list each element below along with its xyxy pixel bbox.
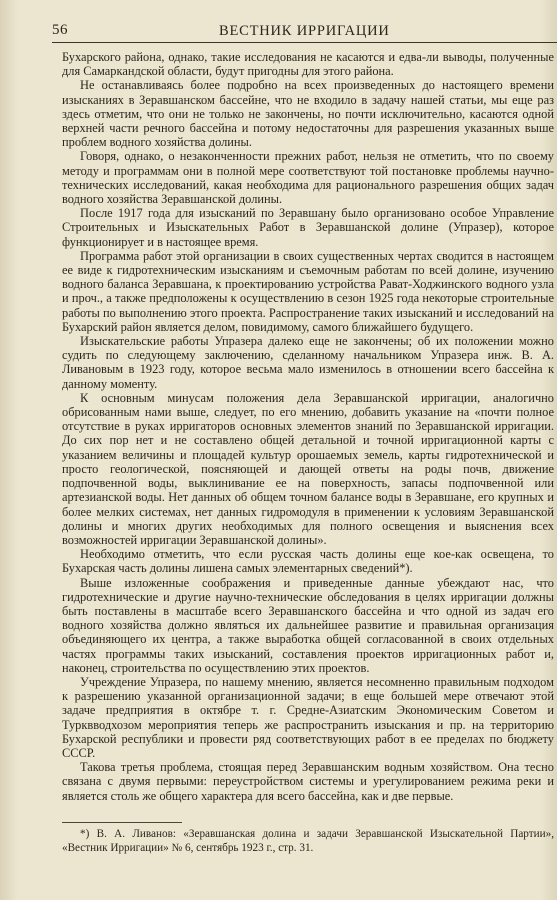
paragraph: К основным минусам положения дела Зеравшанской ирригации, аналогично обрисованным нами выше, следует, по его мнению, добавить указание на «почти полное отсутствие в руках ирригаторов основных элементов знаний по Зеравшанской ирригации. До сих пор нет и не составлено общей детальной и точной ирригационной карты с указанием величины и площадей культур орошаемых земель, карты гидротехнической и просто геологической, поясняющей и дающей ответы на роды почв, движение подпочвенной воды, выклинивание ее на поверхность, запасы подпочвенной или артезианской воды. Нет данных об общем точном балансе воды в Зеравшане, его крупных и более мелких системах, нет данных гидромодуля в применении к условиям Зеравшанской долины и многих других необходимых для полного освещения и выяснения всех возможностей ирригации Зеравшанской долины». xyxy=(62,390,554,547)
paragraph: Говоря, однако, о незаконченности прежних работ, нельзя не отметить, что по своему методу и программам они в полной мере соответствуют той постановке проблемы научно-технических исследований, какая необходима для рационального разрешения общих задач водного хозяйства Зеравшанской долины. xyxy=(62,149,554,207)
paragraph: Такова третья проблема, стоящая перед Зеравшанским водным хозяйством. Она тесно связана с двумя первыми: переустройством системы и урегулированием режима реки и является столь же общего характера для всего бассейна, как и две первые. xyxy=(62,760,554,803)
paragraph: Программа работ этой организации в своих существенных чертах сводится в настоящем ее виде к гидротехническим изысканиям и съемочным работам по всей долине, изучению водного баланса Зеравшана, к проектированию устройства Рават-Ходжинского водного узла и проч., а также предположены к осуществлению в сезон 1925 года некоторые строительные работы по выполнению этого проекта. Распространение таких изысканий и исследований на Бухарский район является делом, повидимому, самого ближайшего будущего. xyxy=(62,248,554,334)
paragraph: Изыскательские работы Упразера далеко еще не закончены; об их положении можно судить по следующему заключению, сделанному начальником Упразера инж. В. А. Ливановым в 1923 году, которое весьма мало изменилось в отношении всего бассейна к данному моменту. xyxy=(62,334,554,391)
paragraph: Необходимо отметить, что если русская часть долины еще кое-как освещена, то Бухарская часть долины лишена самых элементарных сведений*). xyxy=(62,547,554,576)
footnote xyxy=(62,828,554,855)
page-header xyxy=(52,20,557,42)
page-number: 56 xyxy=(52,22,68,38)
paragraph: После 1917 года для изысканий по Зеравшану было организовано особое Управление Строительных и Изыскательных Работ в Зеравшанской долине (Упразер), которое функционирует и в настоящее время. xyxy=(62,206,554,249)
paragraph: Учреждение Упразера, по нашему мнению, является несомненно правильным подходом к разрешению указанной организационной задачи; в еще большей мере отвечают этой задаче предприятия в октябре т. г. Средне-Азиатским Экономическим Советом и Турквводхозом мероприятия теперь же распространить изыскания и пр. на территорию Бухарской республики и провести ряд соответствующих работ в ее пределах по бюджету СССР. xyxy=(62,674,554,760)
paragraph: Выше изложенные соображения и приведенные данные убеждают нас, что гидротехнические и другие научно-технические обследования в целях ирригации должны быть поставлены в масштабе всего Зеравшанского бассейна и что одной из задач его водного хозяйства должно являться их дальнейшее развитие и правильная организация объединяющего их центра, а также выработка общей согласованной в своих отдельных частях программы таких изысканий, составления проектов ирригационных работ и, наконец, строительства по осуществлению этих проектов. xyxy=(62,575,554,675)
paragraph: Бухарского района, однако, такие исследования не касаются и едва-ли выводы, полученные для Самаркандской области, будут пригодны для этого района. xyxy=(62,50,554,79)
running-title: ВЕСТНИК ИРРИГАЦИИ xyxy=(219,23,390,39)
article-body xyxy=(62,50,554,803)
header-rule xyxy=(52,42,557,43)
footnote-text: *) В. А. Ливанов: «Зеравшанская долина и задачи Зеравшанской Изыскательной Партии», «Вестник Ирригации» № 6, сентябрь 1923 г., стр. 31. xyxy=(62,828,554,854)
footnote-rule xyxy=(62,822,182,823)
paragraph: Не останавливаясь более подробно на всех произведенных до настоящего времени изысканиях в Зеравшанском бассейне, что не входило в задачу нашей статьи, мы еще раз здесь отметим, что они не только не закончены, но почти исключительно, касаются одной верхней части речного бассейна и потому недостаточны для разрешения указанных выше проблем водного хозяйства долины. xyxy=(62,78,554,150)
